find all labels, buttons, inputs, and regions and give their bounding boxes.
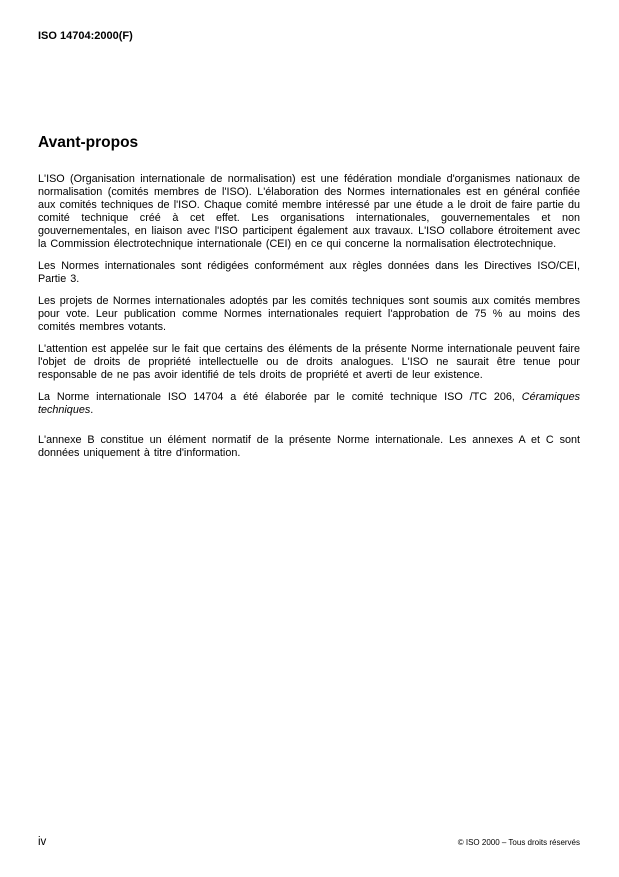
paragraph-vote: Les projets de Normes internationales adoptés par les comités techniques sont soumis aux comités membres pour vote. Leur publication comme Normes internationales requiert l'approbation de 75 % au moins des comités membres votants. [38,295,580,333]
paragraph-property-rights: L'attention est appelée sur le fait que certains des éléments de la présente Norme internationale peuvent faire l'objet de droits de propriété intellectuelle ou de droits analogues. L'ISO ne saurait être tenue pour responsable de ne pas avoir identifié de tels droits de propriété et averti de leur existence. [38,343,580,381]
page-footer [38,836,580,849]
paragraph-iso-intro: L'ISO (Organisation internationale de normalisation) est une fédération mondiale d'organismes nationaux de normalisation (comités membres de l'ISO). L'élaboration des Normes internationales est en général confiée aux comités techniques de l'ISO. Chaque comité membre intéressé par une étude a le droit de faire partie du comité technique créé à cet effet. Les organisations internationales, gouvernementales et non gouvernementales, en liaison avec l'ISO participent également aux travaux. L'ISO collabore étroitement avec la Commission électrotechnique internationale (CEI) en ce qui concerne la normalisation électrotechnique. [38,173,580,250]
paragraph-directives: Les Normes internationales sont rédigées conformément aux règles données dans les Directives ISO/CEI, Partie 3. [38,260,580,285]
paragraph-technical-committee [38,391,580,417]
paragraph-suffix: . [90,404,94,416]
document-reference-header: ISO 14704:2000(F) [38,30,133,42]
body-text [38,173,580,460]
paragraph-annexes: L'annexe B constitue un élément normatif de la présente Norme internationale. Les annexes A et C sont données uniquement à titre d'information. [38,434,580,459]
paragraph-text: La Norme internationale ISO 14704 a été élaborée par le comité technique ISO /TC 206, [38,391,522,403]
page-number: iv [38,836,47,848]
section-title: Avant-propos [38,134,139,151]
copyright-notice: © ISO 2000 – Tous droits réservés [457,838,580,847]
committee-name-italic: Céramiques techniques [38,391,580,416]
